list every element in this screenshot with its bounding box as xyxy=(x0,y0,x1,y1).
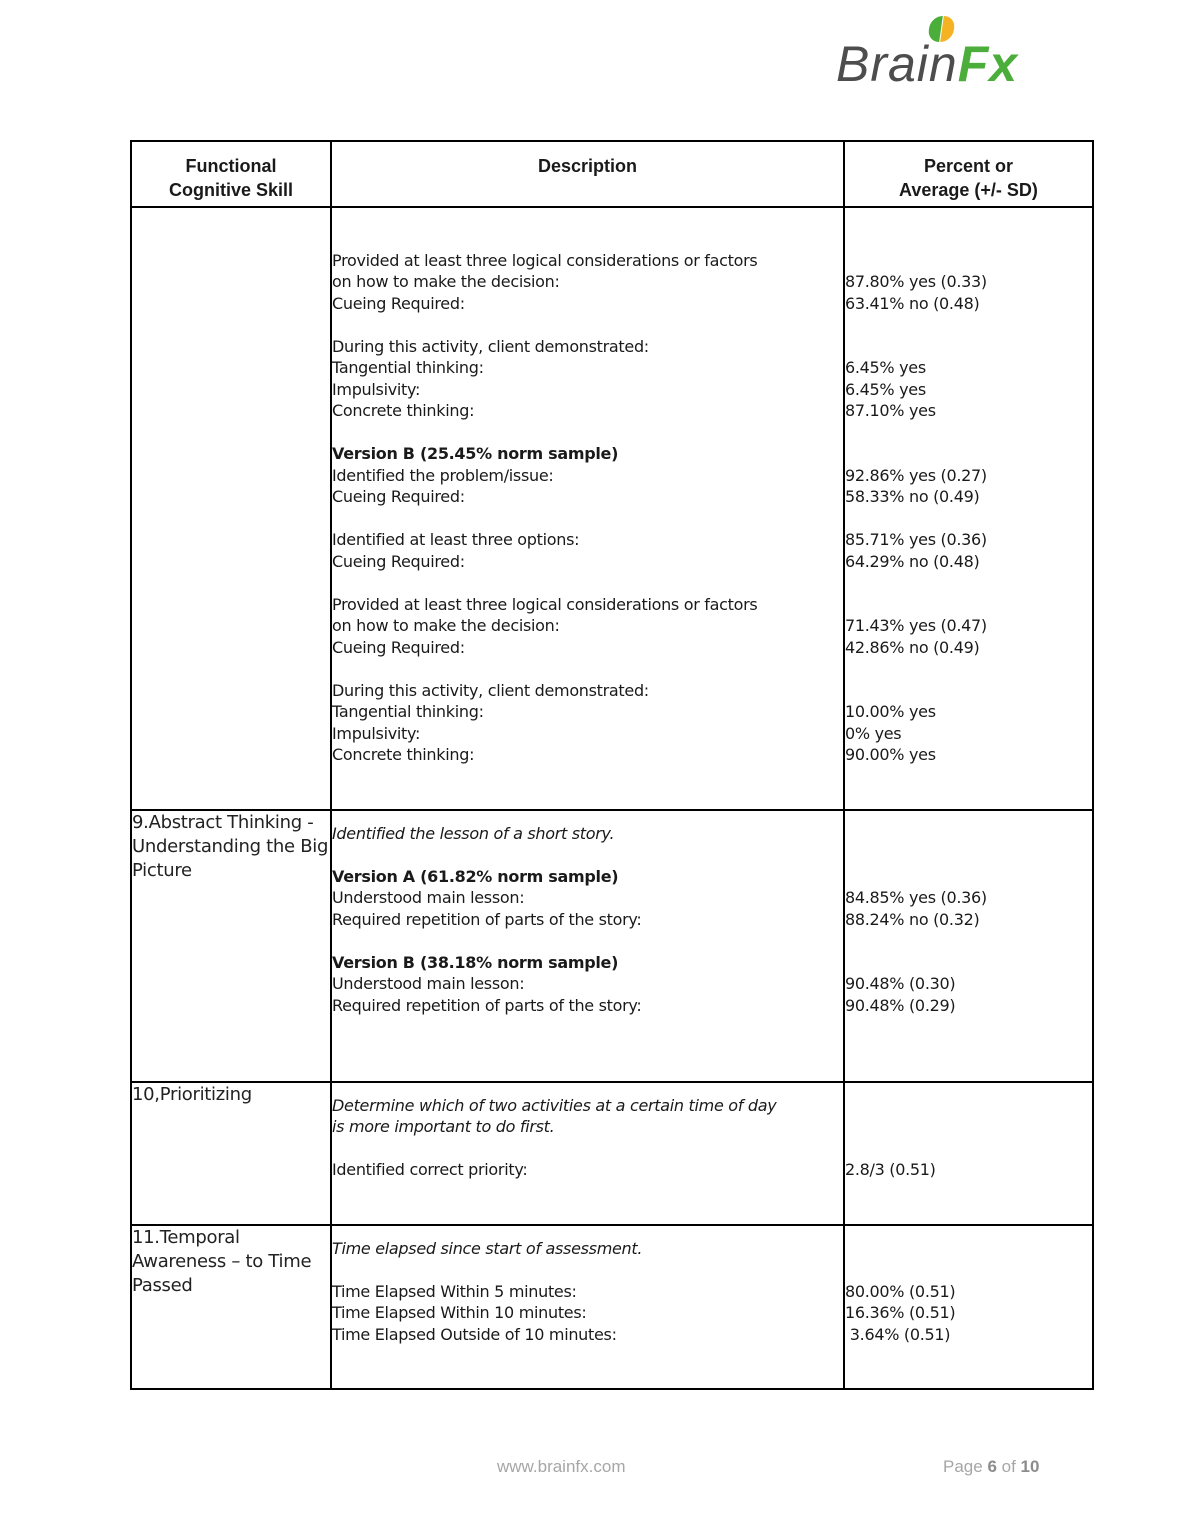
description-line: Identified the problem/issue: xyxy=(332,465,554,485)
value-line: 92.86% yes (0.27) xyxy=(845,465,987,485)
value-line: 0% yes xyxy=(845,723,902,743)
value-line xyxy=(845,680,1092,702)
value-line xyxy=(845,1116,1092,1138)
value-line: 6.45% yes xyxy=(845,379,926,399)
description-line: Impulsivity: xyxy=(332,379,421,399)
description-line: Tangential thinking: xyxy=(332,358,484,377)
description-line xyxy=(332,787,843,809)
table-row xyxy=(131,810,1093,1082)
logo-wordmark xyxy=(836,34,1018,94)
footer-page-number xyxy=(943,1457,1039,1477)
task-description: is more important to do first. xyxy=(332,1117,555,1136)
value-line: 6.45% yes xyxy=(845,358,926,377)
value-cell xyxy=(844,1082,1093,1225)
description-line: Time Elapsed Within 5 minutes: xyxy=(332,1281,577,1301)
description-line: Concrete thinking: xyxy=(332,745,475,764)
description-cell xyxy=(331,1225,844,1390)
value-line xyxy=(845,787,1092,809)
value-line xyxy=(845,594,1092,616)
value-line xyxy=(845,572,1092,594)
description-line: Provided at least three logical considerations or factors xyxy=(332,594,758,614)
description-line: Understood main lesson: xyxy=(332,888,525,907)
description-line xyxy=(332,1038,843,1060)
value-line: 87.10% yes xyxy=(845,401,936,420)
description-line xyxy=(332,1345,843,1367)
description-line: on how to make the decision: xyxy=(332,616,560,635)
description-line xyxy=(332,1367,843,1389)
header-skill: Functional Cognitive Skill xyxy=(131,141,331,207)
logo-fx-text: Fx xyxy=(957,36,1019,92)
value-line xyxy=(845,1259,1092,1281)
description-line xyxy=(332,1181,843,1203)
description-line: on how to make the decision: xyxy=(332,272,560,291)
skills-table xyxy=(130,140,1094,1390)
value-line: 90.48% (0.30) xyxy=(845,974,956,993)
description-line: Cueing Required: xyxy=(332,637,465,657)
value-line: 80.00% (0.51) xyxy=(845,1281,956,1301)
skill-cell: 9.Abstract Thinking - Understanding the Big Picture xyxy=(131,810,331,1082)
value-line xyxy=(845,1095,1092,1117)
value-line: 2.8/3 (0.51) xyxy=(845,1160,936,1179)
value-line: 10.00% yes xyxy=(845,702,936,721)
value-line xyxy=(845,844,1092,866)
value-line xyxy=(845,1016,1092,1038)
description-line xyxy=(332,930,843,952)
value-line xyxy=(845,1238,1092,1260)
value-line xyxy=(845,1038,1092,1060)
description-line xyxy=(332,1138,843,1160)
page-current: 6 xyxy=(987,1457,997,1476)
task-description: Identified the lesson of a short story. xyxy=(332,823,615,843)
logo-brain-text: Brain xyxy=(836,36,958,92)
value-line xyxy=(845,1138,1092,1160)
value-line: 87.80% yes (0.33) xyxy=(845,272,987,291)
value-line xyxy=(845,1202,1092,1224)
description-line xyxy=(332,658,843,680)
description-line xyxy=(332,1059,843,1081)
value-line xyxy=(845,930,1092,952)
value-line: 84.85% yes (0.36) xyxy=(845,888,987,907)
value-line xyxy=(845,336,1092,358)
header-value: Percent or Average (+/- SD) xyxy=(844,141,1093,207)
description-line: Cueing Required: xyxy=(332,293,465,313)
value-cell xyxy=(844,810,1093,1082)
version-heading: Version B (38.18% norm sample) xyxy=(332,952,619,972)
description-line: Identified correct priority: xyxy=(332,1160,528,1179)
description-line: Tangential thinking: xyxy=(332,702,484,721)
description-line: Impulsivity: xyxy=(332,723,421,743)
description-cell xyxy=(331,207,844,810)
version-heading: Version B (25.45% norm sample) xyxy=(332,444,619,463)
description-line xyxy=(332,228,843,250)
value-line: 90.48% (0.29) xyxy=(845,995,956,1015)
description-cell xyxy=(331,810,844,1082)
value-line xyxy=(845,228,1092,250)
brainfx-logo xyxy=(836,16,1046,92)
description-line: Understood main lesson: xyxy=(332,974,525,993)
description-line: Provided at least three logical considerations or factors xyxy=(332,250,758,270)
description-line: Cueing Required: xyxy=(332,551,465,571)
version-heading: Version A (61.82% norm sample) xyxy=(332,866,619,886)
value-line xyxy=(845,443,1092,465)
description-line: Time Elapsed Within 10 minutes: xyxy=(332,1303,587,1322)
value-line: 42.86% no (0.49) xyxy=(845,637,980,657)
description-line xyxy=(332,1202,843,1224)
task-description: Determine which of two activities at a certain time of day xyxy=(332,1095,777,1115)
description-line xyxy=(332,766,843,788)
header-description: Description xyxy=(331,141,844,207)
value-line xyxy=(845,422,1092,444)
description-line: Cueing Required: xyxy=(332,487,465,506)
task-description: Time elapsed since start of assessment. xyxy=(332,1238,643,1258)
description-cell xyxy=(331,1082,844,1225)
value-line xyxy=(845,766,1092,788)
description-line xyxy=(332,314,843,336)
value-line xyxy=(845,1059,1092,1081)
description-line xyxy=(332,422,843,444)
value-line xyxy=(845,1181,1092,1203)
description-line: During this activity, client demonstrated: xyxy=(332,336,649,356)
description-line: Identified at least three options: xyxy=(332,530,580,549)
value-line xyxy=(845,508,1092,530)
skill-cell xyxy=(131,207,331,810)
value-line xyxy=(845,823,1092,845)
value-line: 88.24% no (0.32) xyxy=(845,909,980,929)
value-line xyxy=(845,658,1092,680)
description-line: Required repetition of parts of the story: xyxy=(332,909,642,929)
value-line: 71.43% yes (0.47) xyxy=(845,616,987,635)
value-cell xyxy=(844,1225,1093,1390)
description-line: Concrete thinking: xyxy=(332,401,475,420)
description-line: During this activity, client demonstrated: xyxy=(332,680,649,700)
table-row xyxy=(131,1082,1093,1225)
value-line xyxy=(845,952,1092,974)
description-line xyxy=(332,508,843,530)
footer-url: www.brainfx.com xyxy=(497,1457,626,1476)
value-line: 90.00% yes xyxy=(845,745,936,764)
value-line: 16.36% (0.51) xyxy=(845,1303,956,1322)
value-line xyxy=(845,866,1092,888)
value-line: 3.64% (0.51) xyxy=(845,1324,951,1344)
description-line xyxy=(332,844,843,866)
value-cell xyxy=(844,207,1093,810)
page-prefix: Page xyxy=(943,1457,988,1476)
description-line xyxy=(332,572,843,594)
value-line: 64.29% no (0.48) xyxy=(845,551,980,571)
value-line: 58.33% no (0.49) xyxy=(845,487,980,506)
skill-cell: 10,Prioritizing xyxy=(131,1082,331,1225)
table-row xyxy=(131,207,1093,810)
table-row xyxy=(131,1225,1093,1390)
description-line xyxy=(332,1016,843,1038)
value-line xyxy=(845,1367,1092,1389)
value-line xyxy=(845,314,1092,336)
value-line: 63.41% no (0.48) xyxy=(845,293,980,313)
page-mid: of xyxy=(996,1457,1021,1476)
description-line: Time Elapsed Outside of 10 minutes: xyxy=(332,1324,617,1344)
value-line xyxy=(845,1345,1092,1367)
skill-cell: 11.Temporal Awareness – to Time Passed xyxy=(131,1225,331,1390)
description-line xyxy=(332,1259,843,1281)
value-line xyxy=(845,250,1092,272)
table-header-row xyxy=(131,141,1093,207)
page-total: 10 xyxy=(1020,1457,1040,1476)
description-line: Required repetition of parts of the story: xyxy=(332,995,642,1015)
value-line: 85.71% yes (0.36) xyxy=(845,530,987,549)
